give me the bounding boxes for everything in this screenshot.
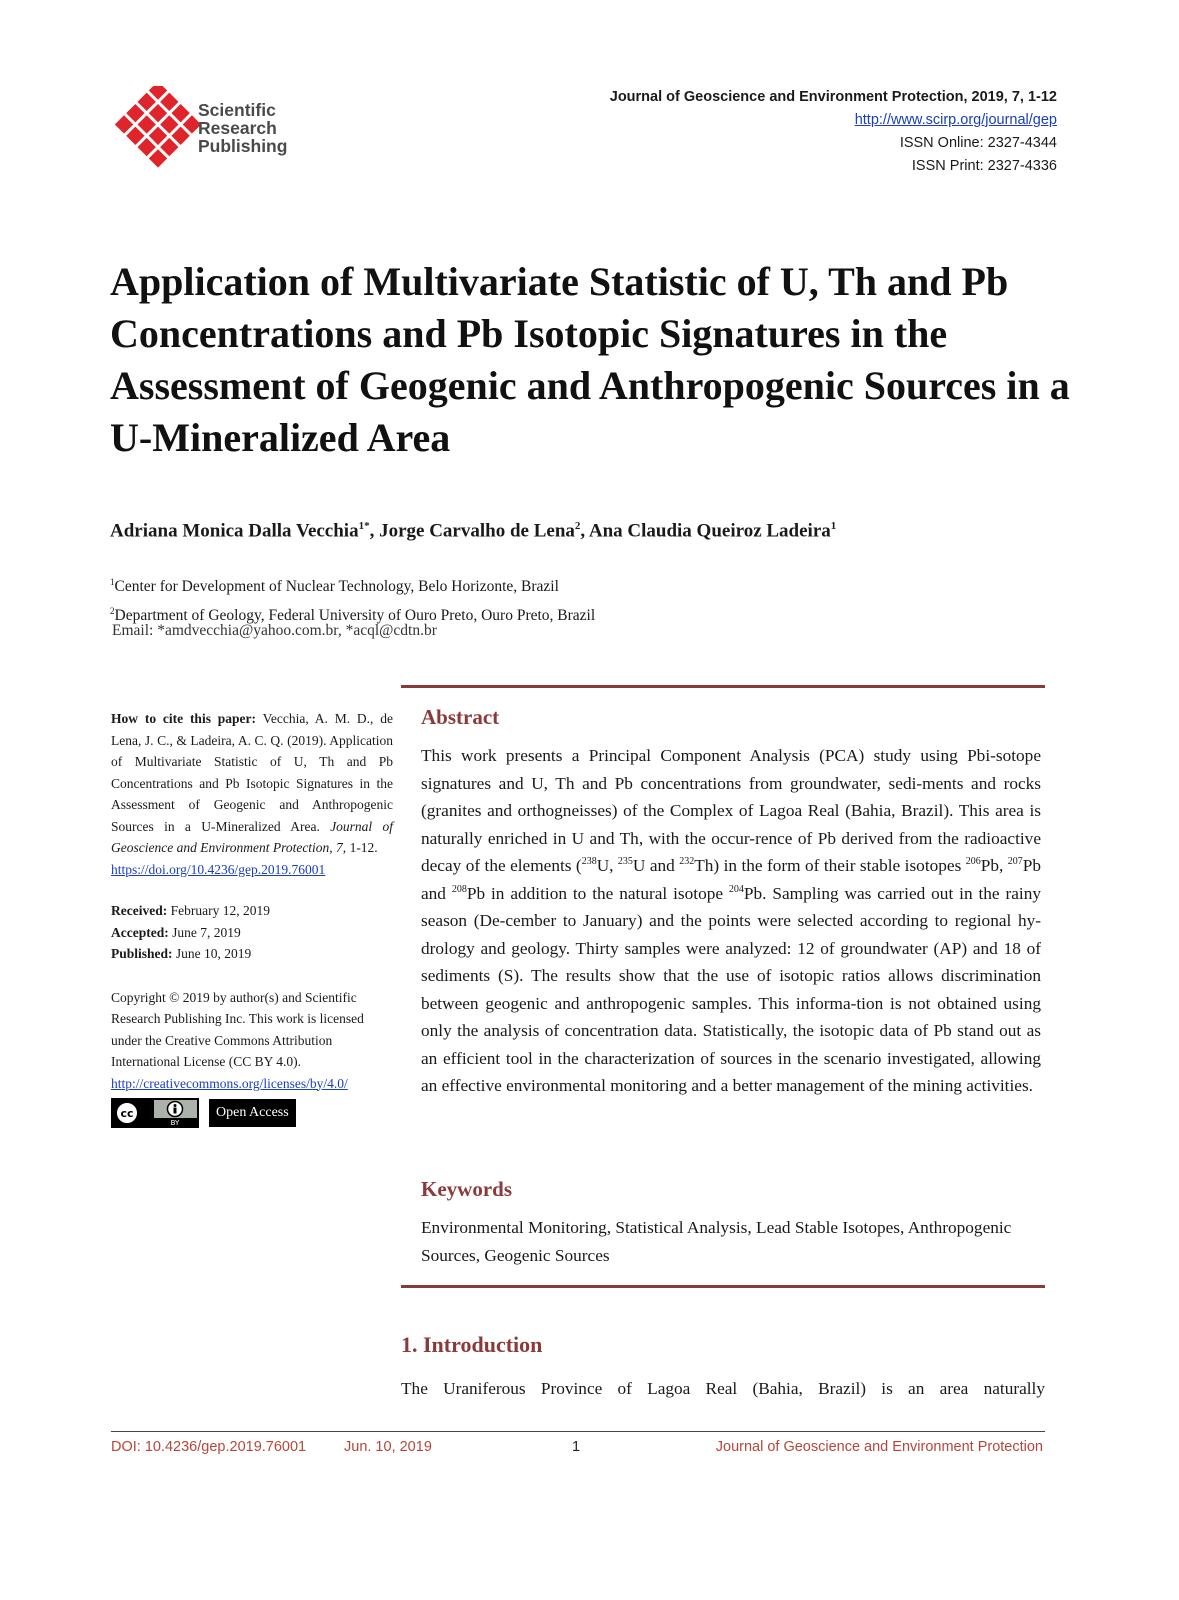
affiliation (110, 570, 595, 599)
license-link[interactable]: http://creativecommons.org/licenses/by/4.0/ (111, 1075, 348, 1091)
issn-print: ISSN Print: 2327-4336 (911, 158, 1057, 174)
abstract-body (421, 742, 1041, 1100)
isotope-mass: 206 (965, 856, 981, 868)
abstract-text-part: Pb. Sampling was carried out in the rainy season (De-cember to January) and the points were selected according to regional hy-drology and geology. Thirty samples were analyzed: 12 of groundwater (AP) and 18 of sediments (S). The results show that the use of isotopic ratios allows discrimination between geogenic and anthropogenic samples. This informa-tion is not obtained using only the analysis of concentration data. Statistically, the isotopic data of Pb stand out as an efficient tool in the characterization of sources in the scenario investigated, allowing an effective environmental monitoring and a better management of the mining activities. (421, 883, 1041, 1095)
footer-date: Jun. 10, 2019 (344, 1439, 432, 1455)
logo-line-2: Research (198, 118, 277, 138)
license-badges (111, 1098, 393, 1128)
author-affil-marker: 1 (830, 520, 837, 532)
how-to-cite (111, 708, 393, 880)
copyright-notice (111, 987, 393, 1095)
introduction-text: The Uraniferous Province of Lagoa Real (Bahia, Brazil) is an area naturally (401, 1379, 1045, 1398)
keywords-bottom-rule (401, 1285, 1045, 1288)
footer-doi: DOI: 10.4236/gep.2019.76001 (111, 1439, 307, 1455)
paper-title: Application of Multivariate Statistic of U, Th and Pb Concentrations and Pb Isotopic Signatures in the Assessment of Geogenic and Anthropogenic Sources in a U-Mineralized Area (110, 259, 1070, 460)
keywords-list: Environmental Monitoring, Statistical Analysis, Lead Stable Isotopes, Anthropogenic Sources, Geogenic Sources (421, 1218, 1012, 1265)
cc-by-badge[interactable] (111, 1098, 199, 1128)
isotope-mass: 207 (1007, 856, 1023, 868)
isotope-mass: 232 (679, 856, 695, 868)
received-label: Received: (111, 903, 168, 918)
affiliation-marker: 2 (110, 606, 115, 617)
isotope-mass: 208 (451, 883, 467, 895)
open-access-badge: Open Access (209, 1099, 296, 1127)
cite-pages: 1-12. (349, 840, 378, 855)
svg-text:cc: cc (120, 1107, 134, 1120)
citation-sidebar (111, 708, 393, 1128)
keywords-heading: Keywords (421, 1177, 512, 1201)
isotope-mass: 235 (617, 856, 633, 868)
issn-online: ISSN Online: 2327-4344 (899, 135, 1057, 151)
accepted-label: Accepted: (111, 924, 169, 940)
author-name: Jorge Carvalho de Lena (379, 520, 575, 542)
journal-url-link[interactable]: http://www.scirp.org/journal/gep (854, 112, 1057, 128)
abstract-top-rule (401, 685, 1045, 688)
isotope-mass: 204 (728, 883, 744, 895)
publisher-logo-text (198, 101, 287, 155)
affiliation-text: Center for Development of Nuclear Technology, Belo Horizonte, Brazil (114, 578, 559, 596)
abstract-text-part: This work presents a Principal Component Analysis (PCA) study using Pbi-sotope signatures and U, Th and Pb concentrations from groundwater, sedi-ments and rocks (granites and orthogneisses) of the Complex of Lagoa Real (Bahia, Brazil). This area is naturally enriched in U and Th, with the occur-rence of Pb derived from the radioactive decay of the elements ( (421, 746, 1041, 875)
affiliations (110, 570, 595, 628)
abstract-text-part: U, (596, 856, 618, 875)
abstract-text-part: Pb and (421, 856, 1041, 903)
logo-diamond-mark (115, 86, 201, 168)
copyright-text: Copyright © 2019 by author(s) and Scientific Research Publishing Inc. This work is licensed under the Creative Commons Attribution International License (CC BY 4.0). (111, 989, 364, 1069)
published-date: June 10, 2019 (175, 946, 252, 961)
accepted-date: June 7, 2019 (172, 924, 241, 940)
page-number: 1 (572, 1439, 581, 1455)
journal-citation: Journal of Geoscience and Environment Protection, 2019, 7, 1-12 (609, 89, 1057, 105)
logo-line-3: Publishing (198, 136, 288, 156)
received-date: February 12, 2019 (170, 903, 270, 918)
logo-line-1: Scientific (198, 100, 276, 120)
footer-journal: Journal of Geoscience and Environment Protection (715, 1439, 1043, 1455)
cite-journal: Journal of Geoscience and Environment Protection, 7, (111, 818, 394, 855)
published-label: Published: (111, 946, 173, 961)
author-affil-marker: 2 (574, 520, 581, 532)
author-name: Ana Claudia Queiroz Ladeira (588, 520, 831, 542)
cite-text: Vecchia, A. M. D., de Lena, J. C., & Ladeira, A. C. Q. (2019). Application of Multivariate Statistic of U, Th and Pb Concentrations and Pb Isotopic Signatures in the Assessment of Geogenic and Anthropogenic Sources in a U-Mineralized Area. (111, 711, 393, 834)
doi-link[interactable]: https://doi.org/10.4236/gep.2019.76001 (111, 861, 326, 877)
introduction-heading: 1. Introduction (401, 1332, 543, 1357)
abstract-heading: Abstract (421, 705, 500, 729)
footer-rule (111, 1431, 1045, 1432)
author-list: Adriana Monica Dalla Vecchia$^{1*}$, Jorge Carvalho de Lena$^2$, Ana Claudia Queiroz Ladeira$^1$ (110, 520, 837, 542)
isotope-mass: 238 (581, 856, 597, 868)
author-name: Adriana Monica Dalla Vecchia (110, 520, 359, 542)
cite-label: How to cite this paper: (111, 711, 257, 726)
abstract-text-part: Pb in addition to the natural isotope (466, 883, 729, 903)
abstract-text-part: Pb, (980, 856, 1008, 875)
affiliation-marker: 1 (110, 577, 115, 587)
cc-by-icon (112, 1099, 198, 1127)
author-affil-marker: 1* (358, 520, 370, 532)
abstract-text-part: Th) in the form of their stable isotopes (694, 856, 966, 875)
abstract-text-part: U and (632, 856, 680, 875)
affiliation-text: Department of Geology, Federal University of Ouro Preto, Ouro Preto, Brazil (114, 607, 596, 625)
cc-by-label: BY (170, 1119, 180, 1127)
journal-header (610, 86, 1057, 178)
author-email: Email: *amdvecchia@yahoo.com.br, *acql@cdtn.br (112, 622, 437, 639)
article-dates (111, 900, 393, 965)
